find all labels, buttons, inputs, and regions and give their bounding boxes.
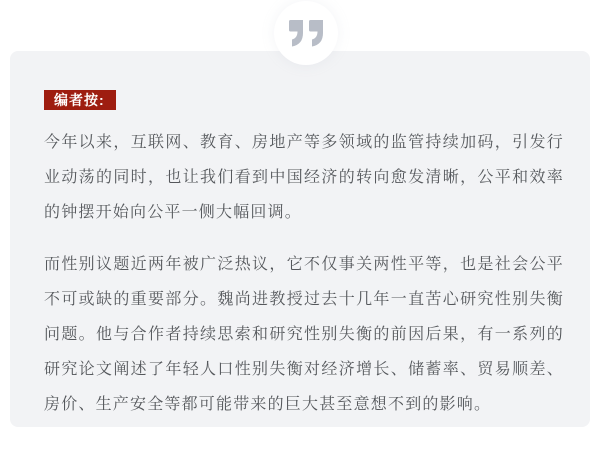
- editor-note-paragraph-2: 而性别议题近两年被广泛热议，它不仅事关两性平等，也是社会公平不可或缺的重要部分。魏尚进教授过去十几年一直苦心研究性别失衡问题。他与合作者持续思索和研究性别失衡的前因后果，有一系列的研究论文阐述了年轻人口性别失衡对经济增长、储蓄率、贸易顺差、房价、生产安全等都可能带来的巨大甚至意想不到的影响。: [44, 256, 564, 413]
- quote-icon: [289, 20, 323, 48]
- quote-circle: [274, 1, 338, 65]
- editor-note-card: [10, 51, 590, 427]
- editor-note-badge: 编者按:: [44, 90, 116, 110]
- editor-note-paragraph-1: 今年以来，互联网、教育、房地产等多领域的监管持续加码，引发行业动荡的同时，也让我们看到中国经济的转向愈发清晰，公平和效率的钟摆开始向公平一侧大幅回调。: [44, 134, 564, 221]
